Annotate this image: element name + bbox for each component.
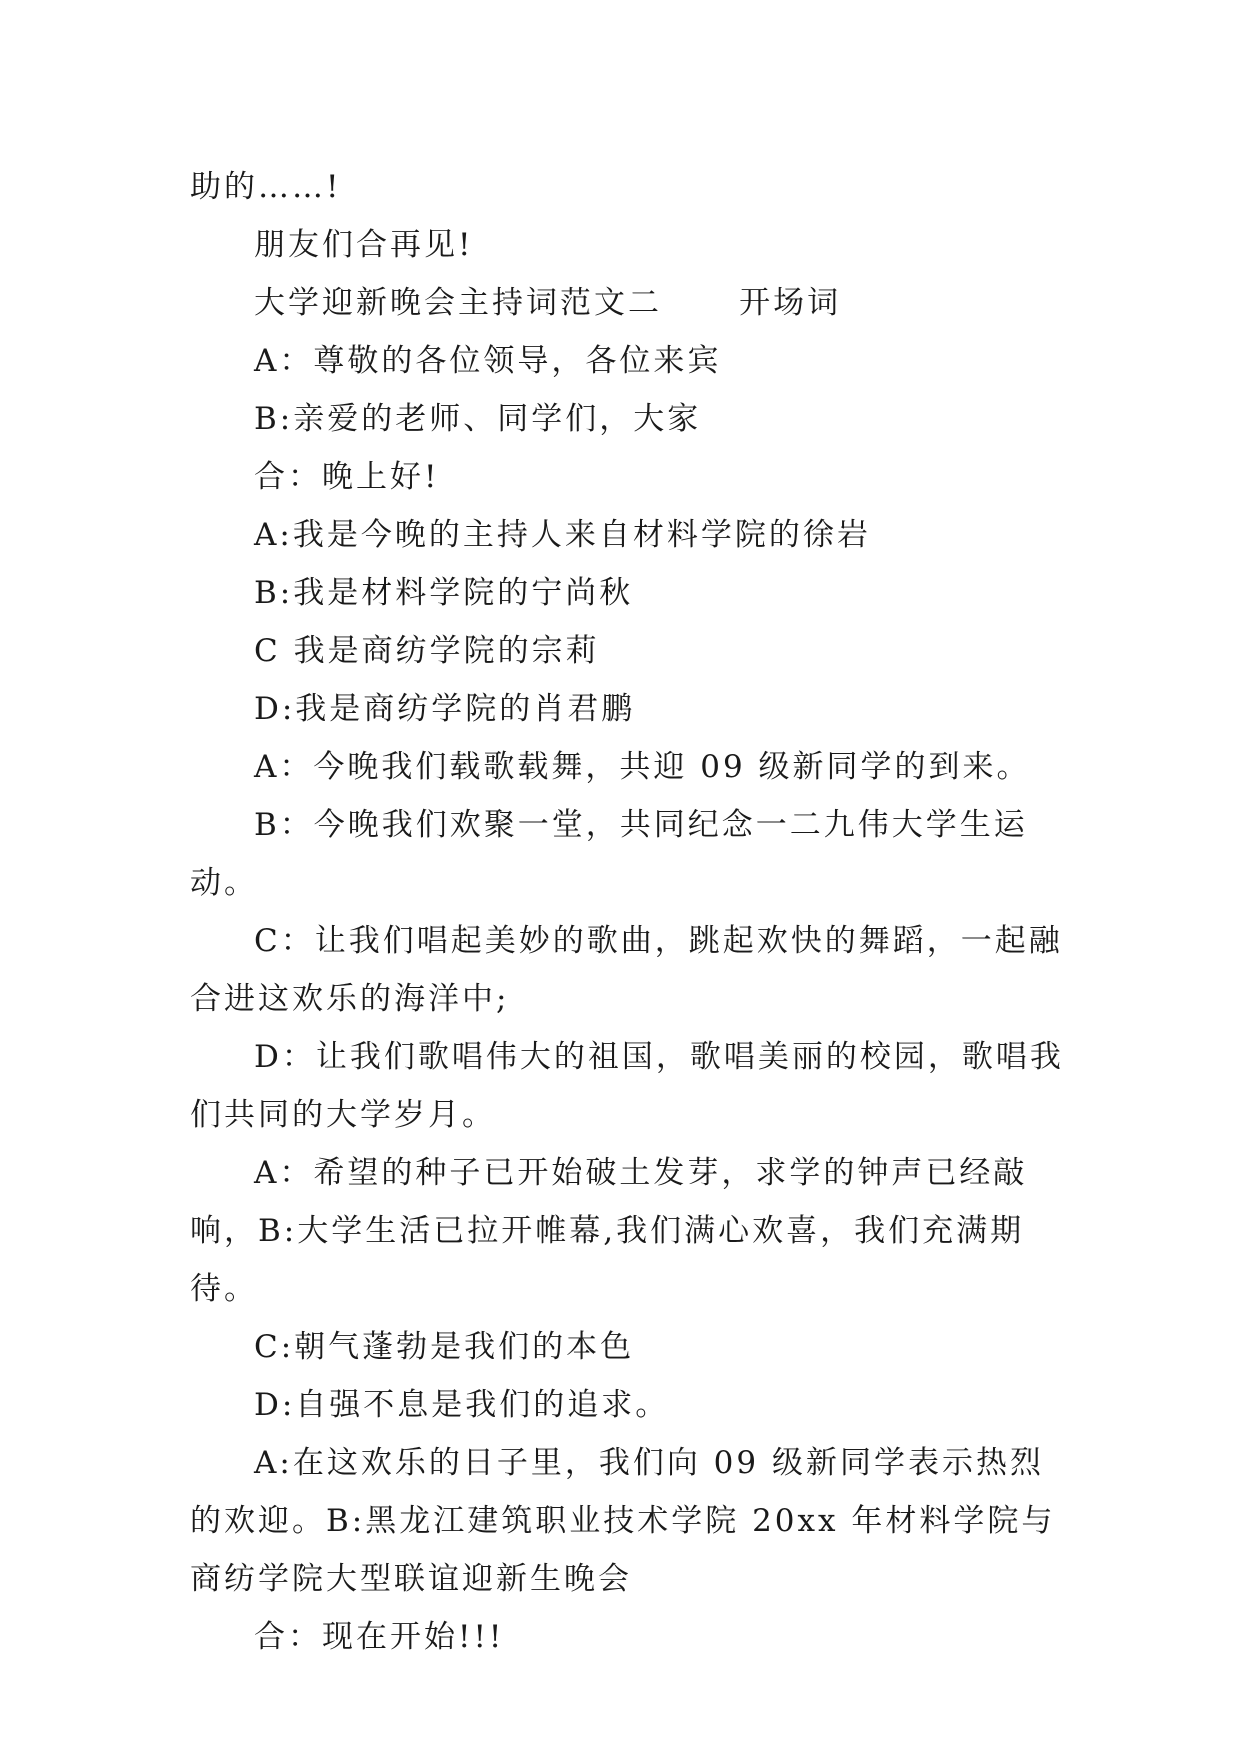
paragraph-4: A：尊敬的各位领导，各位来宾 <box>254 343 722 379</box>
paragraph-16: C:朝气蓬勃是我们的本色 <box>254 1329 635 1365</box>
paragraph-5: B:亲爱的老师、同学们，大家 <box>254 401 702 437</box>
paragraph-19: 合：现在开始!!! <box>254 1619 505 1655</box>
paragraph-10: D:我是商纺学院的肖君鹏 <box>254 691 636 727</box>
paragraph-6: 合：晚上好! <box>254 459 440 495</box>
paragraph-7: A:我是今晚的主持人来自材料学院的徐岩 <box>254 517 871 553</box>
paragraph-8: B:我是材料学院的宁尚秋 <box>254 575 634 611</box>
document-body <box>190 158 1070 1666</box>
paragraph-17: D:自强不息是我们的追求。 <box>254 1387 670 1423</box>
paragraph-14: D：让我们歌唱伟大的祖国，歌唱美丽的校园，歌唱我们共同的大学岁月。 <box>190 1039 1064 1133</box>
paragraph-9: C 我是商纺学院的宗莉 <box>254 633 600 669</box>
paragraph-12: B：今晚我们欢聚一堂，共同纪念一二九伟大学生运动。 <box>190 807 1028 901</box>
paragraph-11: A：今晚我们载歌载舞，共迎 09 级新同学的到来。 <box>254 749 1031 785</box>
paragraph-18: A:在这欢乐的日子里，我们向 09 级新同学表示热烈的欢迎。B:黑龙江建筑职业技术学院 20xx 年材料学院与商纺学院大型联谊迎新生晚会 <box>190 1445 1056 1597</box>
paragraph-13: C：让我们唱起美妙的歌曲，跳起欢快的舞蹈，一起融合进这欢乐的海洋中; <box>190 923 1063 1017</box>
paragraph-2: 朋友们合再见! <box>254 227 474 263</box>
paragraph-15: A：希望的种子已开始破土发芽，求学的钟声已经敲响，B:大学生活已拉开帷幕,我们满心欢喜，我们充满期待。 <box>190 1155 1028 1307</box>
section-heading: 大学迎新晚会主持词范文二 开场词 <box>254 285 842 321</box>
paragraph-1: 助的……! <box>190 169 342 205</box>
